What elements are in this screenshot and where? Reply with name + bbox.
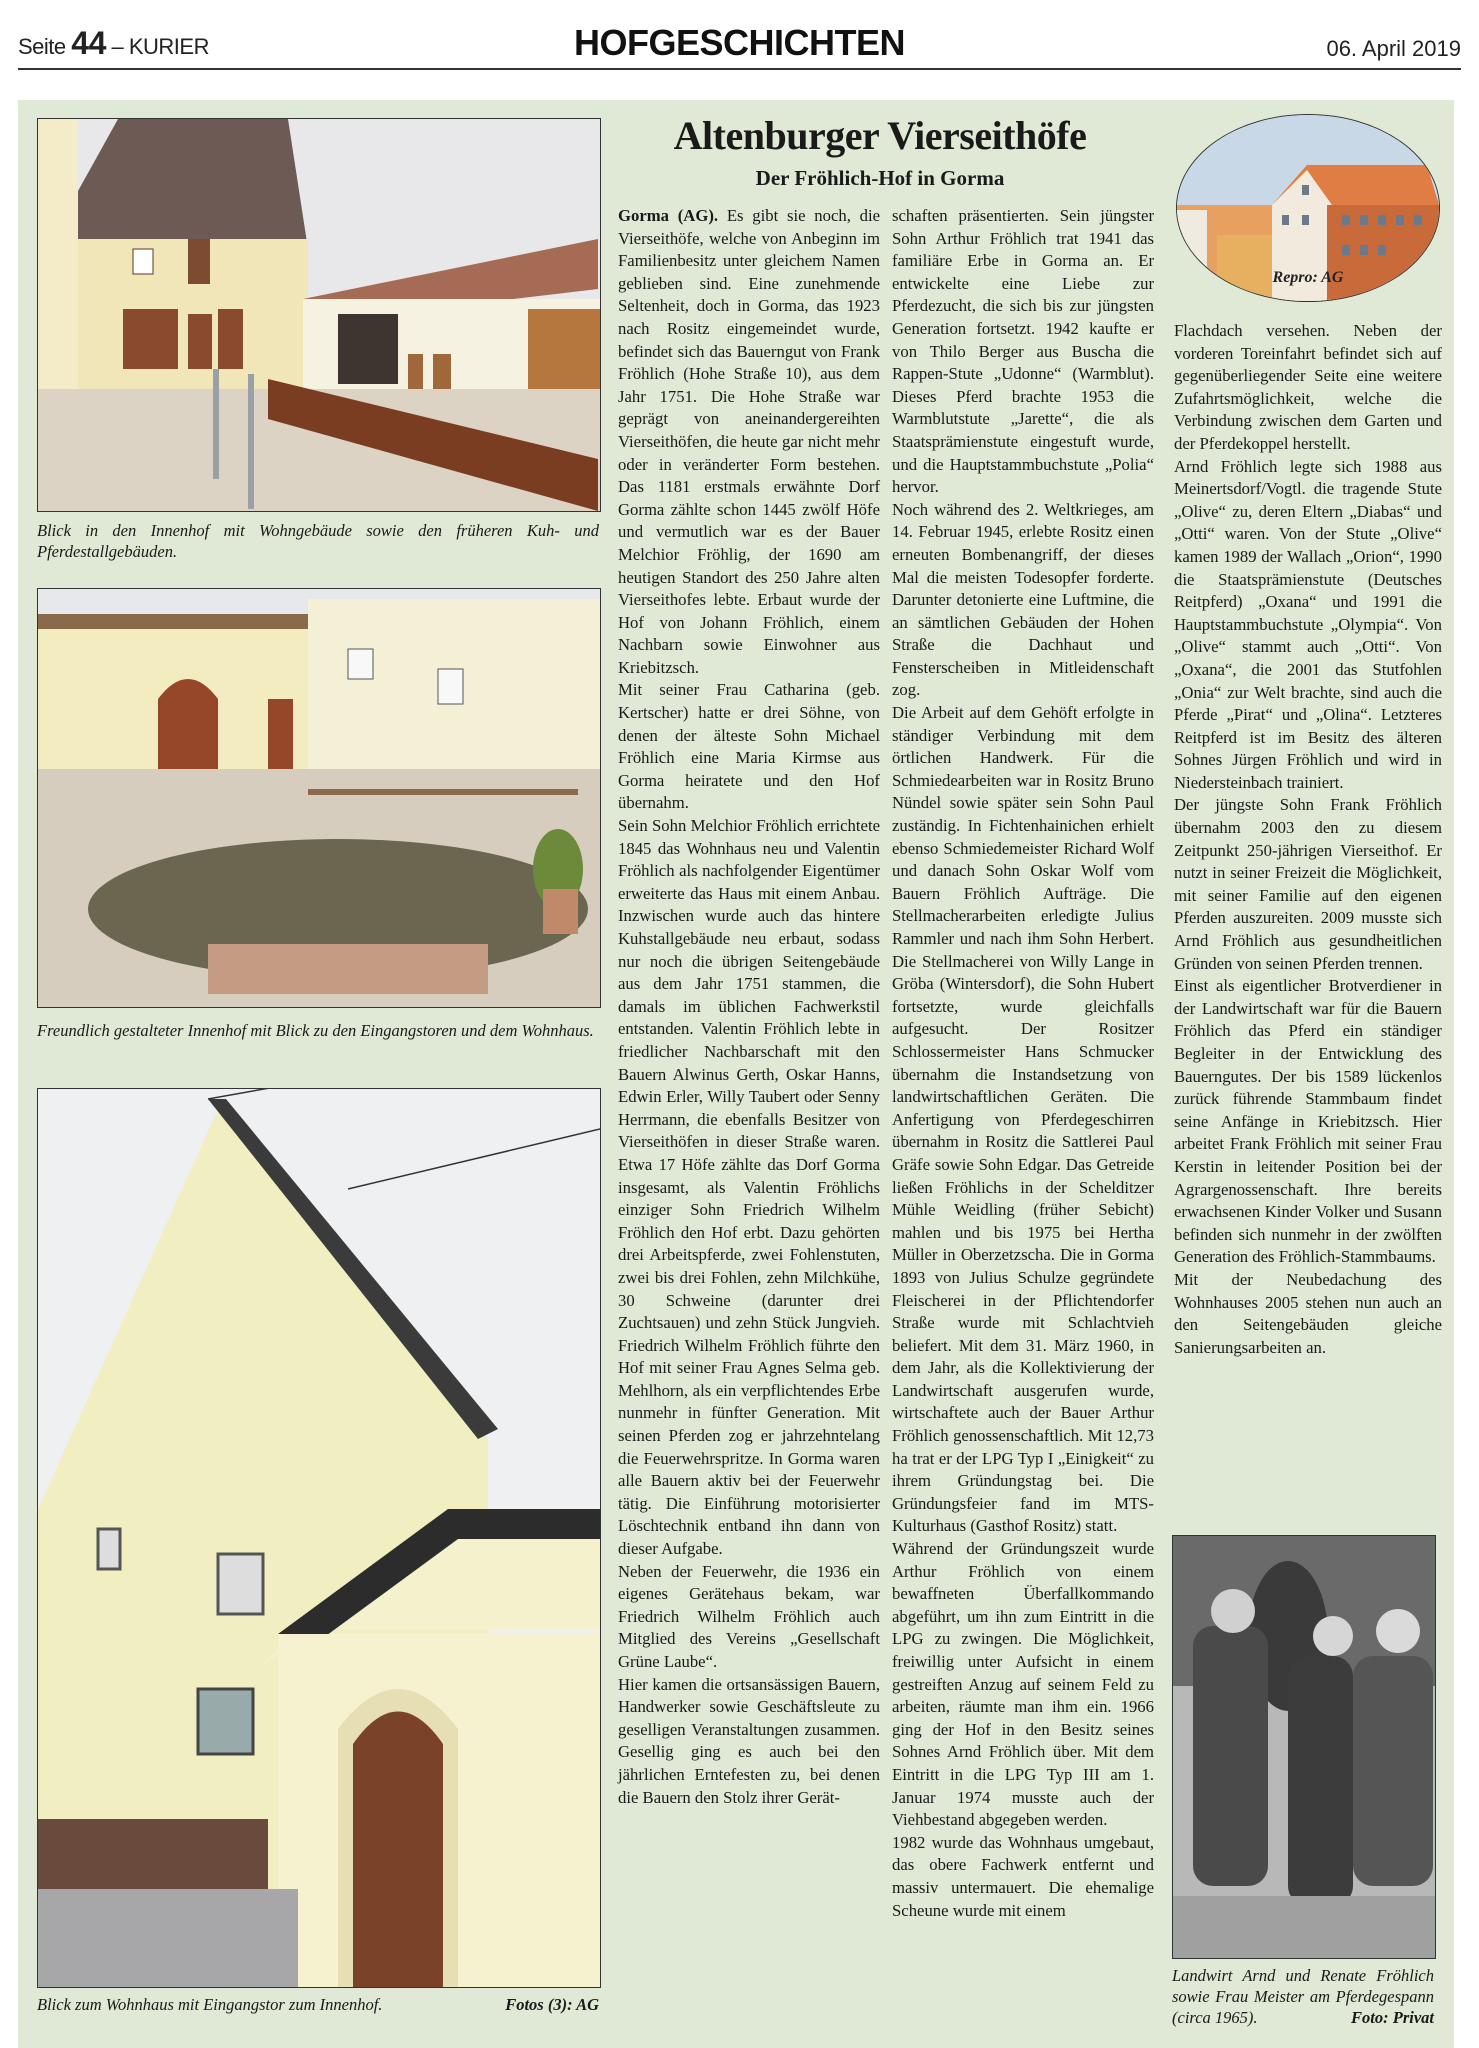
courtyard-illustration xyxy=(38,119,600,511)
issue-date: 06. April 2019 xyxy=(1326,36,1461,61)
paragraph: Hier kamen die ortsansässigen Bauern, Handwerker sowie Geschäftsleute zu geselligen Veranstaltungen zusammen. Gesellig ging es auch bei den jährlichen Erntefesten zu, bei denen die Bauern den Stolz ihrer Gerät- xyxy=(618,1674,880,1807)
page-prefix: Seite xyxy=(18,34,66,59)
article-subheadline: Der Fröhlich-Hof in Gorma xyxy=(755,166,1005,190)
house-illustration xyxy=(38,1089,600,1987)
historic-photo-illustration xyxy=(1173,1536,1435,1958)
photo-historic-family xyxy=(1172,1535,1436,1959)
paragraph: schaften präsentierten. Sein jüngster Sohn Arthur Fröhlich trat 1941 das familiäre Erbe in Gorma an. Er entwickelte eine Liebe zur Pferdezucht, die sich bis zur jüngsten Generation fortsetzt. 1942 kaufte er von Thilo Berger aus Buscha die Rappen-Stute „Udonne“ (Warmblut). Dieses Pferd brachte 1953 die Warmblutstute „Jarette“, die als Staatsprämienstute eingestuft wurde, und die Hauptstammbuchstute „Polia“ hervor. xyxy=(892,206,1154,497)
photo-house xyxy=(37,1088,601,1988)
paragraph: Sein Sohn Melchior Fröhlich errichtete 1845 das Wohnhaus neu und Valentin Fröhlich als nachfolgender Eigentümer erweiterte das Haus mit einem Anbau. Inzwischen wurde auch das hintere Kuhstallgebäude neu erbaut, sodass nur noch die übrigen Seitengebäude aus dem Jahr 1751 stammen, die damals im üblichen Fachwerkstil entstanden. Valentin Fröhlich lebte in friedlicher Nachbarschaft mit den Bauern Alwinus Gerth, Oskar Hanns, Edwin Erler, Willy Taubert oder Senny Herrmann, die ebenfalls Besitzer von Vierseithöfen in dieser Straße waren. Etwa 17 Höfe zählte das Dorf Gorma insgesamt, als Valentin Fröhlichs einziger Sohn Friedrich Wilhelm Fröhlich den Hof erbt. Dazu gehörten drei Arbeitspferde, zwei Fohlenstuten, zwei bis drei Fohlen, zehn Milchkühe, 30 Schweine (darunter drei Zuchtsauen) und zehn Stück Jungvieh. Friedrich Wilhelm Fröhlich führte den Hof mit seiner Frau Agnes Selma geb. Mehlhorn, als ein verpflichtendes Erbe nunmehr in fünfter Generation. Mit seinen Pferden zog er jahrzehntelang die Feuerwehrspritze. In Gorma waren alle Bauern aktiv bei der Feuerwehr tätig. Die Einführung motorisierter Löschtechnik entband ihn dann von dieser Aufgabe. xyxy=(618,816,880,1559)
paragraph: 1982 wurde das Wohnhaus umgebaut, das obere Fachwerk entfernt und massiv untermauert. Die ehemalige Scheune wurde mit einem xyxy=(892,1832,1154,1920)
photo-courtyard xyxy=(37,118,601,512)
paragraph: Gorma (AG). Es gibt sie noch, die Vierseithöfe, welche von Anbeginn im Familienbesitz unter gleichem Namen geblieben sind. Eine zunehmende Seltenheit, doch in Gorma, das 1923 nach Rositz eingemeindet wurde, befindet sich das Bauerngut von Frank Fröhlich (Hohe Straße 10), aus dem Jahr 1751. Die Hohe Straße war geprägt von aneinandergereihten Vierseithöfen, die heute gar nicht mehr oder in veränderter Form bestehen. Das 1181 erstmals erwähnte Dorf Gorma zählte schon 1445 zwölf Höfe und vermutlich war es der Bauer Melchior Fröhlig, der 1690 am heutigen Standort des 250 Jahre alten Vierseithofes lebte. Erbaut wurde der Hof von Johann Fröhlich, einem Nachbarn sowie Einwohner aus Kriebitzsch. xyxy=(618,206,881,677)
paragraph: Noch während des 2. Weltkrieges, am 14. Februar 1945, erlebte Rositz einen erneuten Bombenangriff, der dieses Mal die meisten Todesopfer forderte. Darunter detonierte eine Luftmine, die an sämtlichen Gebäuden der Hohen Straße die Dachhaut und Fensterscheiben in Mitleidenschaft zog. xyxy=(892,499,1154,700)
dateline: Gorma (AG). xyxy=(618,206,719,225)
photo-caption-garden: Freundlich gestalteter Innenhof mit Blick zu den Eingangstoren und dem Wohnhaus. xyxy=(37,1021,594,1040)
section-title: HOFGESCHICHTEN xyxy=(573,22,905,63)
paragraph: Mit seiner Frau Catharina (geb. Kertscher) hatte er drei Söhne, von denen der älteste Sohn Michael Fröhlich eine Maria Kirmse aus Gorma heiratete und den Hof übernahm. xyxy=(618,680,880,813)
paragraph: Während der Gründungszeit wurde Arthur Fröhlich von einem bewaffneten Überfallkommando abgeführt, um ihn zum Eintritt in die LPG zu zwingen. Die Möglichkeit, freiwillig unter Aufsicht in einem gestreiften Anzug auf seinem Feld zu arbeiten, räumte man ihm ein. 1966 ging der Hof in den Besitz seines Sohnes Arnd Fröhlich über. Mit dem Eintritt in die LPG Typ III am 1. Januar 1974 musste auch der Viehbestand abgegeben werden. xyxy=(892,1539,1154,1830)
photo-credit: Fotos (3): AG xyxy=(505,1995,599,2014)
paragraph: Flachdach versehen. Neben der vorderen Toreinfahrt befindet sich auf gegenüberliegender Seite eine weitere Zufahrtsmöglichkeit, welche die Verbindung zwischen dem Garten und der Pferdekoppel herstellt. xyxy=(1174,321,1442,453)
paragraph: Einst als eigentlicher Brotverdiener in der Landwirtschaft war für die Bauern Fröhlich das Pferd ein ständiger Begleiter in der Entwicklung des Bauerngutes. Der bis 1589 lückenlos zurück führende Stammbaum findet seine Anfänge in Kriebitzsch. Hier arbeitet Frank Fröhlich mit seiner Frau Kerstin in leitender Position bei der Agrargenossenschaft. Ihre bereits erwachsenen Kinder Volker und Susann befinden sich nunmehr in der zwölften Generation des Fröhlich-Stammbaums. xyxy=(1174,976,1442,1267)
masthead xyxy=(18,22,1461,70)
article-headline: Altenburger Vierseithöfe xyxy=(673,113,1087,158)
paragraph: Die Arbeit auf dem Gehöft erfolgte in ständiger Verbindung mit dem örtlichen Handwerk. Für die Schmiedearbeiten war in Rositz Bruno Nündel sowie später sein Sohn Paul zuständig. In Fichtenhainichen erhielt ebenso Schmiedemeister Richard Wolf und danach Sohn Oskar Wolf vom Bauern Fröhlich Aufträge. Die Stellmacherarbeiten erledigte Julius Rammler und nach ihm Sohn Herbert. Die Stellmacherei von Willy Lange in Gröba (Wintersdorf), die Sohn Hubert fortsetzte, wurde gleichfalls aufgesucht. Der Rositzer Schlossermeister Hans Schmucker übernahm die Instandsetzung von landwirtschaftlichen Geräten. Die Anfertigung von Pferdegeschirren übernahm in Rositz die Sattlerei Paul Gräfe sowie Sohn Edgar. Das Getreide ließen Fröhlichs in der Schelditzer Mühle Weidling (früher Sebicht) mahlen und bis 1975 bei Hertha Müller in Oberzetzscha. Die in Gorma 1893 von Julius Schulze gegründete Fleischerei in der Pflichtendorfer Straße wurde mit Schlachtvieh beliefert. Mit dem 31. März 1960, in dem Jahr, als die Kollektivierung der Landwirtschaft ausgerufen wurde, wirtschaftete auch der Bauer Arthur Fröhlich genossenschaftlich. Mit 12,73 ha trat er der LPG Typ I „Einigkeit“ zu ihrem Gründungstag bei. Die Gründungsfeier fand im MTS-Kulturhaus (Gasthof Rositz) statt. xyxy=(892,703,1154,1536)
article-column-3 xyxy=(1174,320,1442,1359)
publication-name: – KURIER xyxy=(111,34,209,59)
paragraph: Neben der Feuerwehr, die 1936 ein eigenes Gerätehaus bekam, war Friedrich Wilhelm Fröhlich auch Mitglied des Vereins „Gesellschaft Grüne Laube“. xyxy=(618,1561,880,1671)
article-column-1 xyxy=(618,205,880,1809)
photo-caption-house: Blick zum Wohnhaus mit Eingangstor zum Innenhof. Fotos (3): AG xyxy=(37,1995,599,2014)
garden-illustration xyxy=(38,589,600,1007)
paragraph: Arnd Fröhlich legte sich 1988 aus Meinertsdorf/Vogtl. die tragende Stute „Olive“ zu, deren Eltern „Diabas“ und „Otti“ waren. Von der Stute „Olive“ kamen 1989 der Wallach „Orion“, 1990 die Staatsprämienstute (Deutsches Reitpferd) „Oxana“ und 1991 die Hauptstammbuchstute „Olympia“. Von „Olive“ stammt auch „Otti“. Von „Oxana“, die 2001 das Stutfohlen „Onia“ zur Welt brachte, sind auch die Pferde „Pirat“ und „Olina“. Letzteres Reitpferd ist im Besitz des älteren Sohnes Jürgen Fröhlich und wird in Niedersteinbach trainiert. xyxy=(1174,456,1442,792)
painting-credit: Repro: AG xyxy=(1272,269,1344,286)
article-column-2 xyxy=(892,205,1154,1922)
page-number: 44 xyxy=(71,25,106,61)
photo-caption-historic: Landwirt Arnd und Renate Fröhlich sowie Frau Meister am Pferdegespann (circa 1965). Foto: Privat xyxy=(1172,1966,1434,2027)
painting-oval xyxy=(1176,114,1440,302)
paragraph: Der jüngste Sohn Frank Fröhlich übernahm 2003 den zu diesem Zeitpunkt 250-jährigen Vierseithof. Er nutzt in seiner Freizeit die Möglichkeit, mit seiner Familie auf den eigenen Pferden auszureiten. 2009 musste sich Arnd Fröhlich aus gesundheitlichen Gründen von seinen Pferden trennen. xyxy=(1174,795,1442,973)
photo-caption-courtyard: Blick in den Innenhof mit Wohngebäude sowie den früheren Kuh- und Pferdestallgebäuden. xyxy=(37,521,599,561)
photo-credit: Foto: Privat xyxy=(1351,2008,1434,2027)
photo-garden xyxy=(37,588,601,1008)
paragraph: Mit der Neubedachung des Wohnhauses 2005 stehen nun auch an den Seitengebäuden gleiche Sanierungsarbeiten an. xyxy=(1174,1269,1442,1357)
